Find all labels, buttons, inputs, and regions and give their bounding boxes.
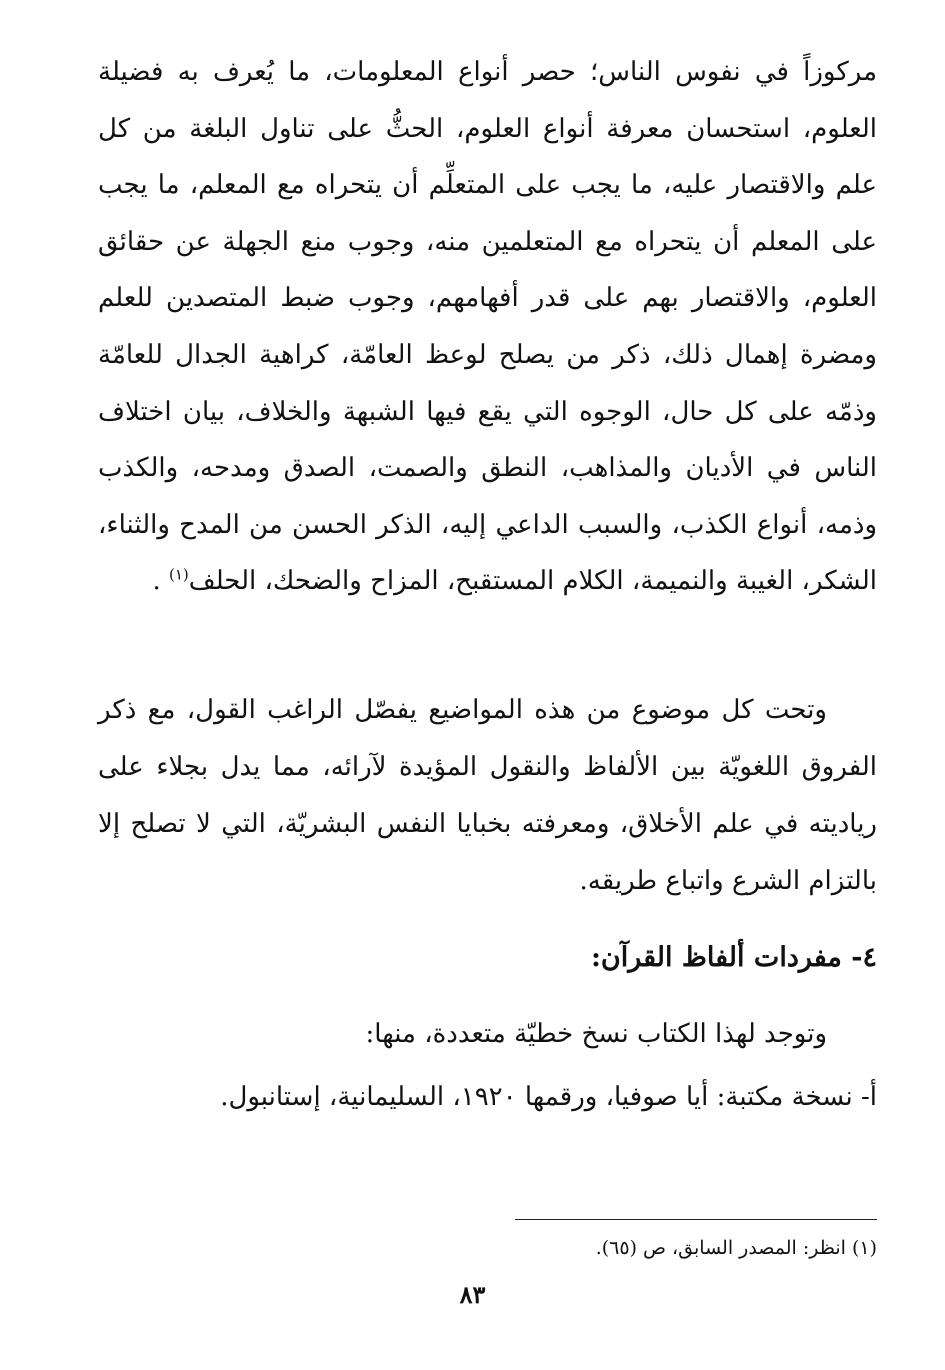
paragraph-1-text: مركوزاً في نفوس الناس؛ حصر أنواع المعلومات، ما يُعرف به فضيلة العلوم، استحسان معرفة أنواع العلوم، الحثُّ على تناول البلغة من كل علم والاقتصار عليه، ما يجب على المتعلِّم أن يتحراه مع المعلم، ما يجب على المعلم أن يتحراه مع المتعلمين منه، وجوب منع الجهلة عن حقائق العلوم، والاقتصار بهم على قدر أفهامهم، وجوب ضبط المتصدين للعلم ومضرة إهمال ذلك، ذكر من يصلح لوعظ العامّة، كراهية الجدال للعامّة وذمّه على كل حال، الوجوه التي يقع فيها الشبهة والخلاف، بيان اختلاف الناس في الأديان والمذاهب، النطق والصمت، الصدق ومدحه، والكذب وذمه، أنواع الكذب، والسبب الداعي إليه، الذكر الحسن من المدح والثناء، الشكر، الغيبة والنميمة، الكلام المستقبح، المزاح والضحك، الحلف	[98, 57, 877, 597]
footnote-marker: (١)	[169, 565, 189, 584]
body-paragraph-1	[98, 44, 877, 610]
manuscripts-intro: وتوجد لهذا الكتاب نسخ خطيّة متعددة، منها:	[365, 1019, 827, 1049]
paragraph-1-end: .	[152, 566, 161, 597]
page-number: ٨٣	[459, 1280, 486, 1309]
body-paragraph-2: وتحت كل موضوع من هذه المواضيع يفصّل الراغب القول، مع ذكر الفروق اللغويّة بين الألفاظ والنقول المؤيدة لآرائه، مما يدل بجلاء على رياديته في علم الأخلاق، ومعرفته بخبايا النفس البشريّة، التي لا تصلح إلا بالتزام الشرع واتباع طريقه.	[98, 695, 877, 896]
manuscript-item-a: أ- نسخة مكتبة: أيا صوفيا، ورقمها ١٩٢٠، السليمانية، إستانبول.	[220, 1082, 877, 1112]
section-heading: ٤- مفردات ألفاظ القرآن:	[590, 942, 877, 973]
footnote-divider	[515, 1219, 877, 1220]
footnote: (١) انظر: المصدر السابق، ص (٦٥).	[595, 1237, 877, 1259]
